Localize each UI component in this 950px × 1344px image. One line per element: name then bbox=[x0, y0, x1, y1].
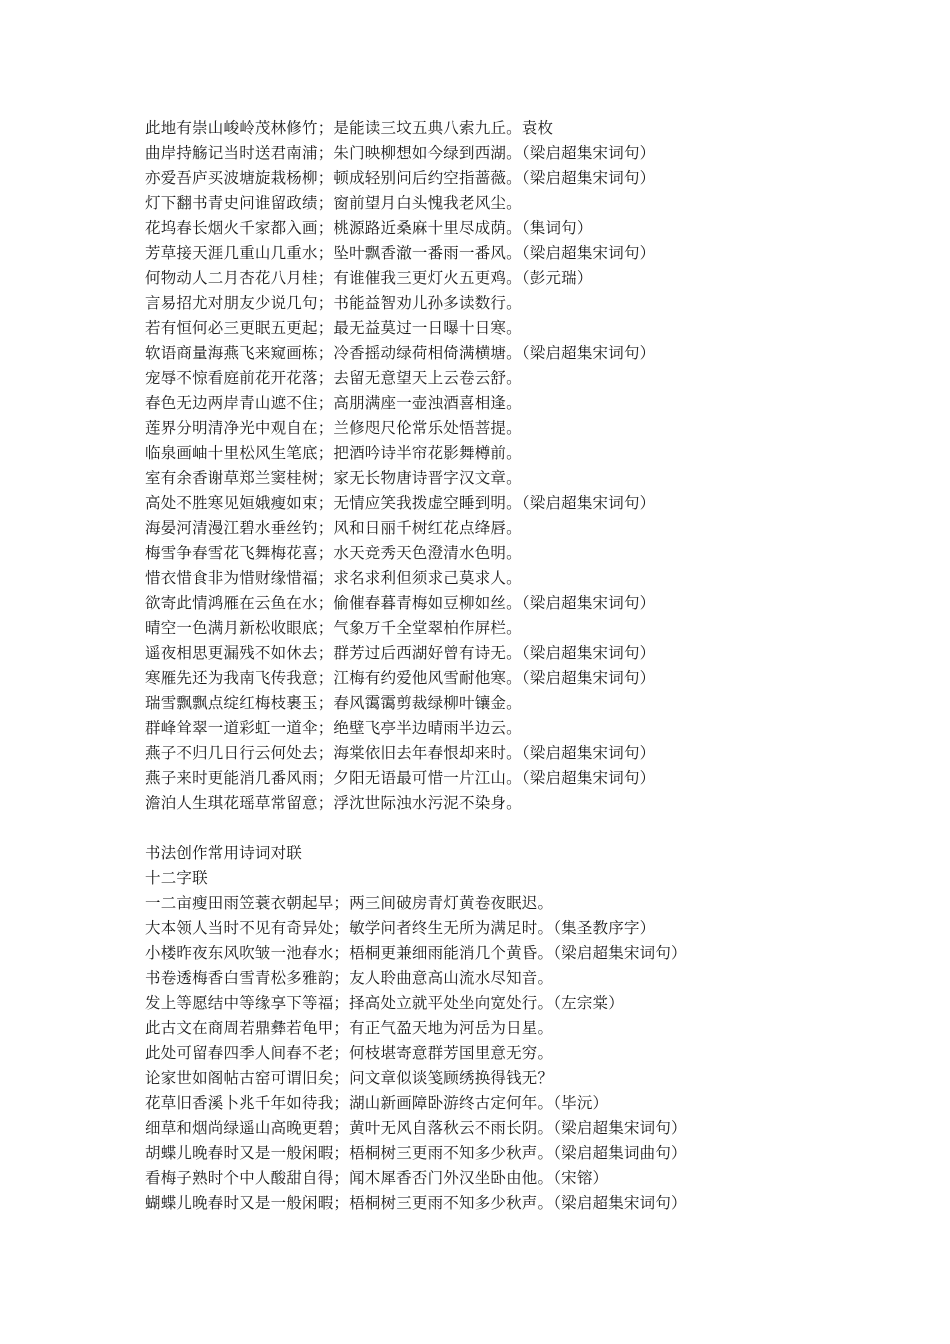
twelve-character-couplet-list bbox=[145, 891, 925, 1216]
couplet-line: 群峰耸翠一道彩虹一道伞；绝壁飞亭半边晴雨半边云。 bbox=[145, 719, 522, 737]
couplet-line: 胡蝶儿晚春时又是一般闲暇；梧桐树三更雨不知多少秋声。（梁启超集词曲句） bbox=[145, 1144, 687, 1162]
couplet-line: 欲寄此情鸿雁在云鱼在水；偷催春暮青梅如豆柳如丝。（梁启超集宋词句） bbox=[145, 594, 656, 612]
section-gap bbox=[145, 816, 925, 841]
couplet-line: 惜衣惜食非为惜财缘惜福；求名求利但须求己莫求人。 bbox=[145, 569, 522, 587]
couplet-line: 何物动人二月杏花八月桂；有谁催我三更灯火五更鸡。（彭元瑞） bbox=[145, 269, 593, 287]
couplet-line: 曲岸持觞记当时送君南浦；朱门映柳想如今绿到西湖。（梁启超集宋词句） bbox=[145, 144, 656, 162]
couplet-line: 燕子来时更能消几番风雨；夕阳无语最可惜一片江山。（梁启超集宋词句） bbox=[145, 769, 656, 787]
document-page bbox=[145, 116, 925, 1216]
couplet-line: 瑞雪飘飘点绽红梅枝裹玉；春风霭霭剪裁绿柳叶镶金。 bbox=[145, 694, 522, 712]
couplet-line: 花坞春长烟火千家都入画；桃源路近桑麻十里尽成荫。（集词句） bbox=[145, 219, 593, 237]
couplet-line: 此处可留春四季人间春不老；何枝堪寄意群芳国里意无穷。 bbox=[145, 1044, 554, 1062]
couplet-line: 梅雪争春雪花飞舞梅花喜；水天竞秀天色澄清水色明。 bbox=[145, 544, 522, 562]
couplet-line: 此地有崇山峻岭茂林修竹；是能读三坟五典八索九丘。袁枚 bbox=[145, 119, 554, 137]
couplet-line: 晴空一色满月新松收眼底；气象万千全堂翠柏作屏栏。 bbox=[145, 619, 522, 637]
couplet-line: 言易招尤对朋友少说几句；书能益智劝儿孙多读数行。 bbox=[145, 294, 522, 312]
couplet-line: 看梅子熟时个中人酸甜自得；闻木犀香否门外汉坐卧由他。（宋镕） bbox=[145, 1169, 609, 1187]
couplet-line: 莲界分明清净光中观自在；兰修咫尺伦常乐处悟菩提。 bbox=[145, 419, 522, 437]
couplet-line: 灯下翻书青史问谁留政绩；窗前望月白头愧我老风尘。 bbox=[145, 194, 522, 212]
couplet-line: 细草和烟尚绿遥山高晚更碧；黄叶无风自落秋云不雨长阴。（梁启超集宋词句） bbox=[145, 1119, 687, 1137]
couplet-line: 室有余香谢草郑兰窦桂树；家无长物唐诗晋字汉文章。 bbox=[145, 469, 522, 487]
couplet-line: 若有恒何必三更眠五更起；最无益莫过一日曝十日寒。 bbox=[145, 319, 522, 337]
couplet-line: 高处不胜寒见姮娥瘦如束；无情应笑我拨虚空睡到明。（梁启超集宋词句） bbox=[145, 494, 656, 512]
couplet-line: 芳草接天涯几重山几重水；坠叶飘香澈一番雨一番风。（梁启超集宋词句） bbox=[145, 244, 656, 262]
couplet-line: 小楼昨夜东风吹皱一池春水；梧桐更兼细雨能消几个黄昏。（梁启超集宋词句） bbox=[145, 944, 687, 962]
couplet-line: 澹泊人生琪花瑶草常留意；浮沈世际浊水污泥不染身。 bbox=[145, 794, 522, 812]
couplet-line: 此古文在商周若鼎彝若龟甲；有正气盈天地为河岳为日星。 bbox=[145, 1019, 554, 1037]
couplet-line: 一二亩瘦田雨笠蓑衣朝起早；两三间破房青灯黄卷夜眠迟。 bbox=[145, 894, 554, 912]
couplet-line: 发上等愿结中等缘享下等福；择高处立就平处坐向宽处行。（左宗棠） bbox=[145, 994, 624, 1012]
couplet-line: 大本领人当时不见有奇异处；敏学问者终生无所为满足时。（集圣教序字） bbox=[145, 919, 656, 937]
couplet-line: 海晏河清漫江碧水垂丝钓；风和日丽千树红花点绛唇。 bbox=[145, 519, 522, 537]
section-title: 书法创作常用诗词对联 bbox=[145, 844, 303, 862]
couplet-line: 花草旧香溪卜兆千年如待我；湖山新画障卧游终古定何年。（毕沅） bbox=[145, 1094, 609, 1112]
couplet-line: 论家世如阁帖古窑可谓旧矣；问文章似谈笺顾绣换得钱无？ bbox=[145, 1069, 554, 1087]
couplet-line: 临泉画岫十里松风生笔底；把酒吟诗半帘花影舞樽前。 bbox=[145, 444, 522, 462]
couplet-line: 蝴蝶儿晚春时又是一般闲暇；梧桐树三更雨不知多少秋声。（梁启超集宋词句） bbox=[145, 1194, 687, 1212]
couplet-line: 亦爱吾庐买波塘旋栽杨柳；顿成轻别问后约空指蔷薇。（梁启超集宋词句） bbox=[145, 169, 656, 187]
couplet-list-section bbox=[145, 116, 925, 816]
couplet-line: 遥夜相思更漏残不如休去；群芳过后西湖好曾有诗无。（梁启超集宋词句） bbox=[145, 644, 656, 662]
section-subtitle: 十二字联 bbox=[145, 869, 208, 887]
couplet-line: 书卷透梅香白雪青松多雅韵；友人聆曲意高山流水尽知音。 bbox=[145, 969, 554, 987]
couplet-line: 软语商量海燕飞来窥画栋；冷香摇动绿荷相倚满横塘。（梁启超集宋词句） bbox=[145, 344, 656, 362]
couplet-line: 春色无边两岸青山遮不住；高朋满座一壶浊酒喜相逢。 bbox=[145, 394, 522, 412]
couplet-line: 宠辱不惊看庭前花开花落；去留无意望天上云卷云舒。 bbox=[145, 369, 522, 387]
couplet-line: 寒雁先还为我南飞传我意；江梅有约爱他风雪耐他寒。（梁启超集宋词句） bbox=[145, 669, 656, 687]
couplet-line: 燕子不归几日行云何处去；海棠依旧去年春恨却来时。（梁启超集宋词句） bbox=[145, 744, 656, 762]
